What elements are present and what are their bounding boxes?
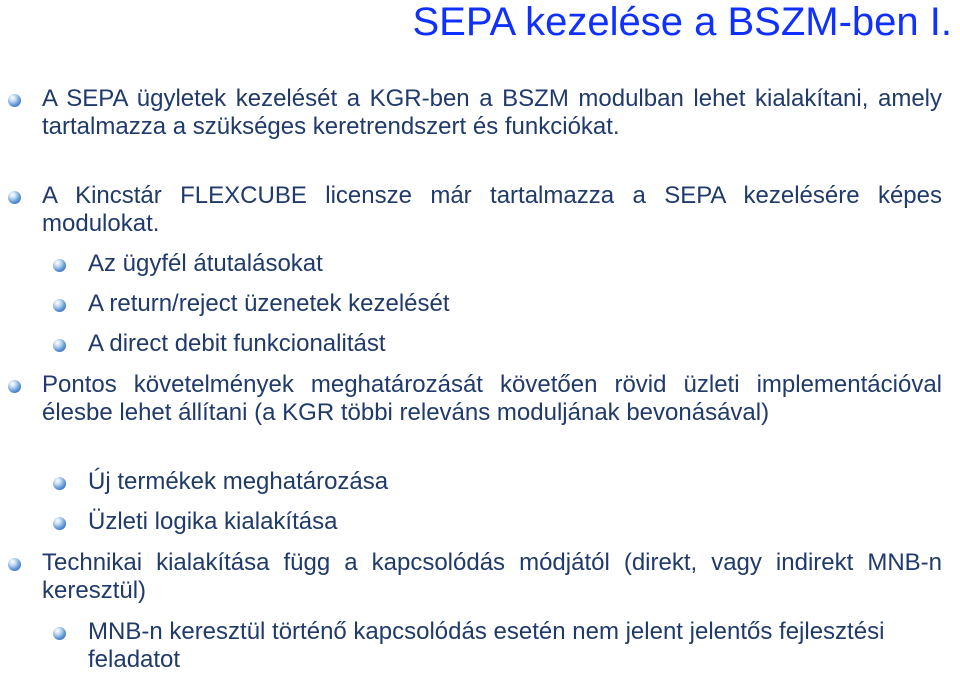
bullet-icon	[8, 94, 21, 107]
bullet-icon	[53, 477, 66, 490]
bullet-text: A return/reject üzenetek kezelését	[88, 290, 450, 317]
bullet-icon	[8, 380, 21, 393]
bullet-text: A SEPA ügyletek kezelését a KGR-ben a BSZM modulban lehet kialakítani, amely tartalmazza a szükséges keretrendszert és funkciókat.	[42, 85, 942, 140]
bullet-icon	[8, 191, 21, 204]
bullet-icon	[53, 299, 66, 312]
subbullet-return-reject	[88, 290, 938, 318]
subbullet-mnb-connection	[88, 618, 938, 674]
subbullet-business-logic	[88, 508, 938, 536]
subbullet-customer-transfers	[88, 250, 938, 278]
bullet-text: Pontos követelmények meghatározását követően rövid üzleti implementációval élesbe lehet állítani (a KGR többi releváns moduljának bevonásával)	[42, 371, 942, 426]
bullet-flexcube-license	[42, 182, 942, 238]
bullet-technical-connection	[42, 549, 942, 605]
bullet-requirements	[42, 371, 942, 427]
subbullet-new-products	[88, 468, 938, 496]
bullet-icon	[53, 517, 66, 530]
bullet-sepa-bszm	[42, 85, 942, 141]
bullet-icon	[8, 558, 21, 571]
bullet-text: Új termékek meghatározása	[88, 468, 389, 495]
slide-title: SEPA kezelése a BSZM-ben I.	[412, 0, 952, 44]
bullet-icon	[53, 339, 66, 352]
bullet-text: Üzleti logika kialakítása	[88, 508, 338, 535]
bullet-text: A Kincstár FLEXCUBE licensze már tartalmazza a SEPA kezelésére képes modulokat.	[42, 182, 942, 237]
bullet-text: A direct debit funkcionalitást	[88, 330, 386, 357]
bullet-icon	[53, 627, 66, 640]
bullet-text: Az ügyfél átutalásokat	[88, 250, 323, 277]
bullet-text: Technikai kialakítása függ a kapcsolódás módjától (direkt, vagy indirekt MNB-n keresztül)	[42, 549, 942, 604]
subbullet-direct-debit	[88, 330, 938, 358]
bullet-text: MNB-n keresztül történő kapcsolódás esetén nem jelent jelentős fejlesztési feladatot	[88, 618, 885, 673]
bullet-icon	[53, 259, 66, 272]
